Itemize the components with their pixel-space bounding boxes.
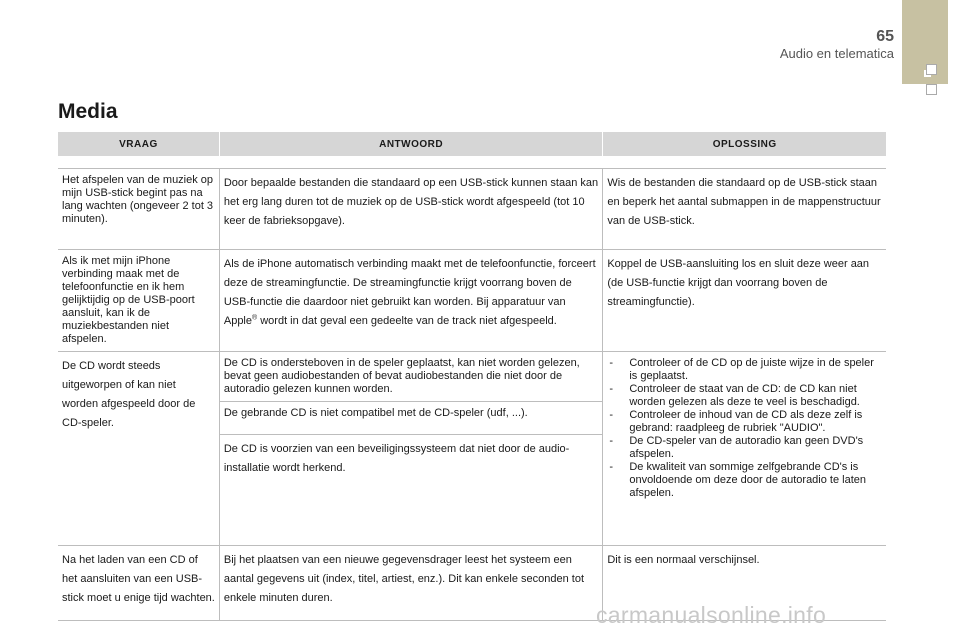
column-header-question: VRAAG (58, 132, 219, 156)
answer-cell: De gebrande CD is niet compatibel met de CD-speler (udf, ...). (219, 402, 602, 435)
solution-list (607, 357, 882, 500)
answer-cell (219, 250, 602, 352)
solution-cell: Koppel de USB-aansluiting los en sluit deze weer aan (de USB-functie krijgt dan voorrang boven de streamingfunctie). (603, 250, 886, 352)
question-cell: Als ik met mijn iPhone verbinding maak met de telefoonfunctie en ik hem gelijktijdig op de USB-poort aansluit, kan ik de muziekbestanden niet afspelen. (58, 250, 219, 352)
watermark-text: carmanualsonline.info (596, 602, 827, 628)
solution-cell: Dit is een normaal verschijnsel. (603, 546, 886, 621)
dash-bullet: - (609, 461, 613, 473)
list-item (607, 461, 882, 500)
list-item (607, 383, 882, 409)
table-row (58, 250, 886, 352)
table-row (58, 352, 886, 402)
list-item-text: Controleer de staat van de CD: de CD kan niet worden gelezen als deze te veel is beschadigd. (629, 383, 860, 408)
table-row (58, 169, 886, 250)
media-faq-table (58, 132, 886, 621)
list-item (607, 357, 882, 383)
list-item-text: De CD-speler van de autoradio kan geen DVD's afspelen. (629, 435, 864, 460)
answer-cell: Door bepaalde bestanden die standaard op een USB-stick kunnen staan kan het erg lang duren tot de muziek op de USB-stick wordt afgespeeld (tot 10 keer de fabrieksopgave). (219, 169, 602, 250)
list-item (607, 409, 882, 435)
list-item (607, 435, 882, 461)
column-header-answer: ANTWOORD (219, 132, 602, 156)
solution-cell: Wis de bestanden die standaard op de USB-stick staan en beperk het aantal submappen in de mappenstructuur van de USB-stick. (603, 169, 886, 250)
section-label: Audio en telematica (779, 46, 894, 61)
dash-bullet: - (609, 383, 613, 395)
question-cell: De CD wordt steeds uitgeworpen of kan niet worden afgespeeld door de CD-speler. (58, 352, 219, 546)
chapter-box-icon (926, 84, 937, 95)
chapter-box-icon (926, 64, 937, 75)
dash-bullet: - (609, 435, 613, 447)
list-item-text: Controleer of de CD op de juiste wijze in de speler is geplaatst. (629, 357, 874, 382)
answer-text: Als de iPhone automatisch verbinding maakt met de telefoonfunctie, forceert deze de streamingfunctie. De streamingfunctie krijgt voorrang boven de USB-functie die daardoor niet gebruikt kan worden. Bij apparatuur van Apple (223, 258, 596, 327)
dash-bullet: - (609, 409, 613, 421)
page-number: 65 (876, 28, 894, 45)
question-cell: Na het laden van een CD of het aansluiten van een USB-stick moet u enige tijd wachten. (58, 546, 219, 621)
registered-trademark-mark: ® (252, 314, 258, 322)
table-header-row (58, 132, 886, 156)
page-title: Media (58, 100, 118, 123)
dash-bullet: - (609, 357, 613, 369)
answer-text: wordt in dat geval een gedeelte van de track niet afgespeeld. (257, 315, 557, 327)
question-cell: Het afspelen van de muziek op mijn USB-stick begint pas na lang wachten (ongeveer 2 tot 3 minuten). (58, 169, 219, 250)
list-item-text: Controleer de inhoud van de CD als deze zelf is gebrand: raadpleeg de rubriek "AUDIO". (629, 409, 863, 434)
header-spacer (58, 156, 886, 169)
solution-cell (603, 352, 886, 546)
answer-cell: De CD is ondersteboven in de speler geplaatst, kan niet worden gelezen, bevat geen audiobestanden of bevat audiobestanden die niet door de autoradio gelezen kunnen worden. (219, 352, 602, 402)
column-header-solution: OPLOSSING (603, 132, 886, 156)
answer-cell: De CD is voorzien van een beveiligingssysteem dat niet door de audio-installatie wordt herkend. (219, 435, 602, 546)
answer-cell: Bij het plaatsen van een nieuwe gegevensdrager leest het systeem een aantal gegevens uit (index, titel, artiest, enz.). Dit kan enkele seconden tot enkele minuten duren. (219, 546, 602, 621)
list-item-text: De kwaliteit van sommige zelfgebrande CD's is onvoldoende om deze door de autoradio te laten afspelen. (629, 461, 867, 499)
